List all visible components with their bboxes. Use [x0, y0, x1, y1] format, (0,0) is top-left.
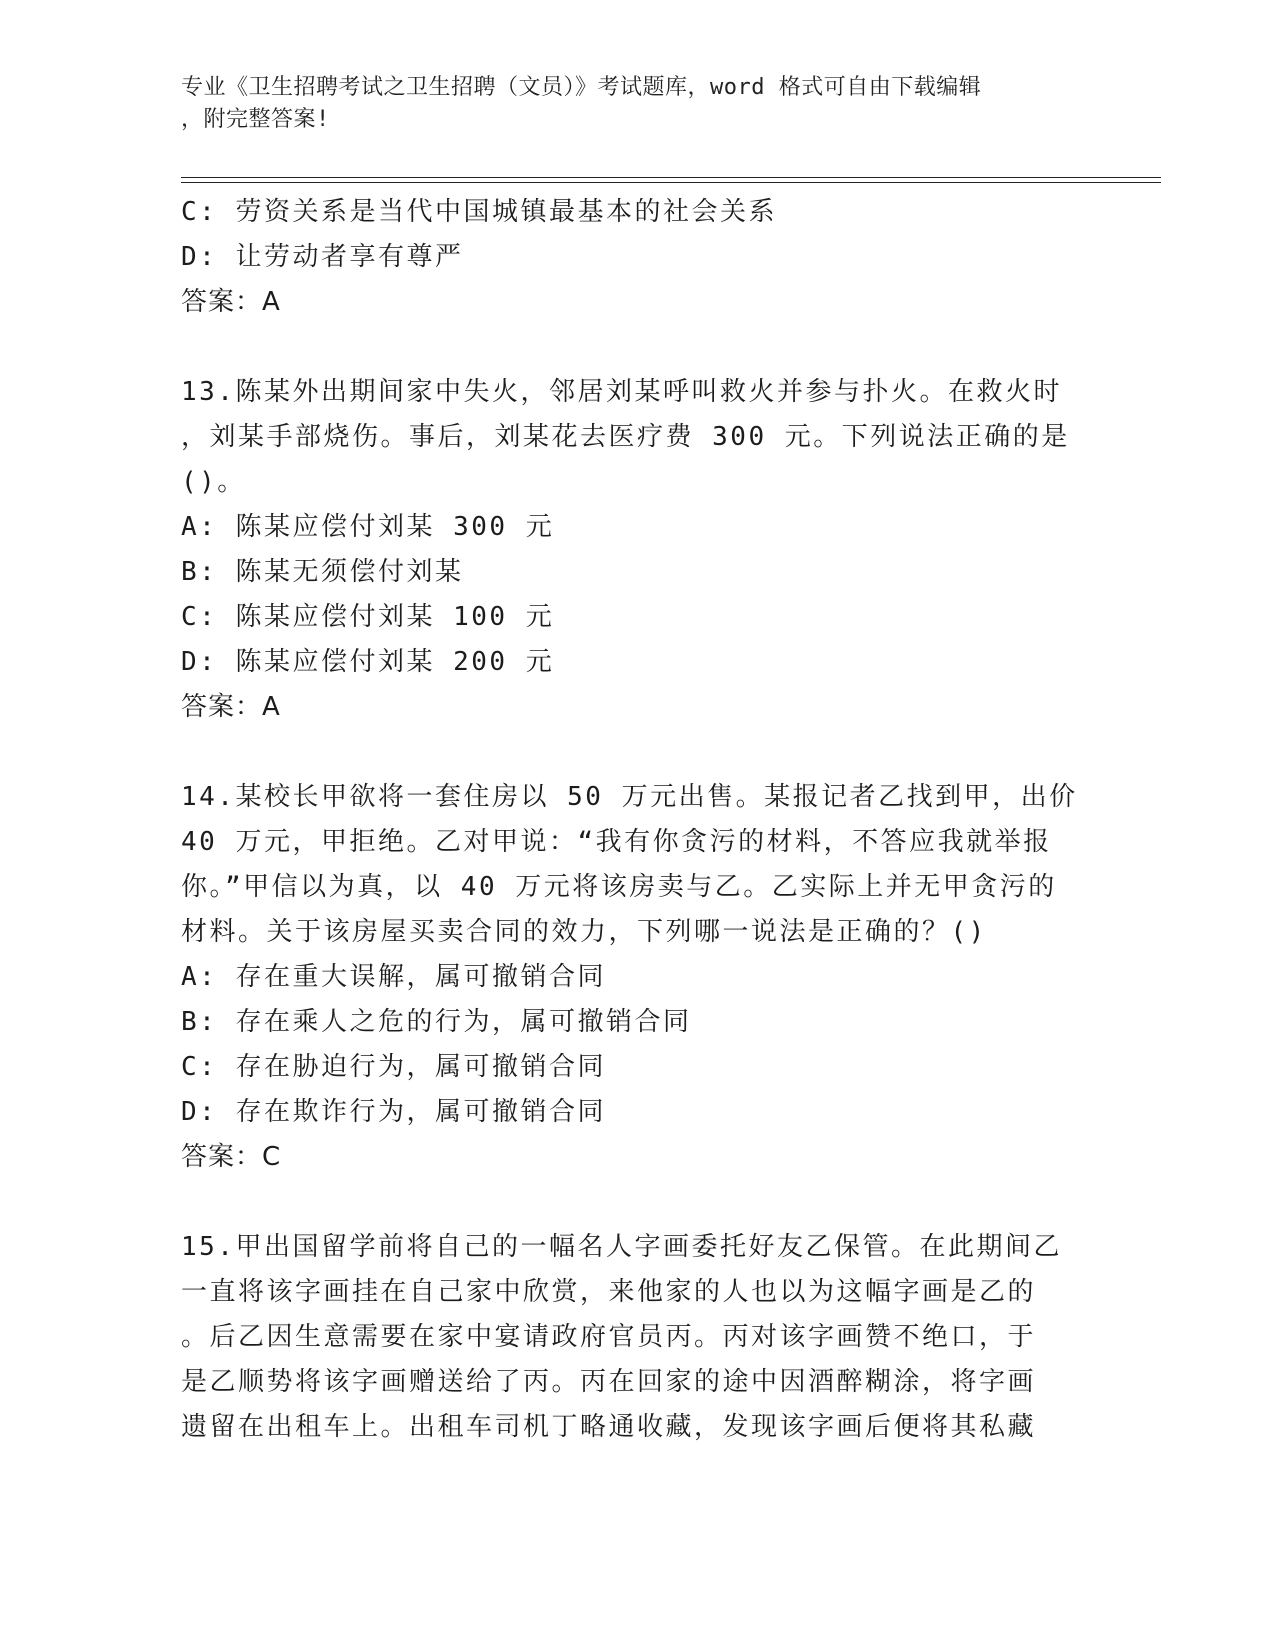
option-c: C: 劳资关系是当代中国城镇最基本的社会关系 [181, 197, 777, 227]
question-stem-line: ，刘某手部烧伤。事后，刘某花去医疗费 300 元。下列说法正确的是 [181, 422, 1070, 452]
question-15 [181, 1225, 1081, 1450]
question-stem-line: 是乙顺势将该字画赠送给了丙。丙在回家的途中因酒醉糊涂，将字画 [181, 1367, 1037, 1397]
option-d: D: 陈某应偿付刘某 200 元 [181, 647, 555, 677]
question-13 [181, 370, 1081, 730]
option-d: D: 存在欺诈行为，属可撤销合同 [181, 1097, 606, 1127]
question-stem-line: 13.陈某外出期间家中失火，邻居刘某呼叫救火并参与扑火。在救火时 [181, 377, 1062, 407]
question-14 [181, 775, 1081, 1180]
question-stem-line: 15.甲出国留学前将自己的一幅名人字画委托好友乙保管。在此期间乙 [181, 1232, 1062, 1262]
page-header [181, 72, 1111, 136]
answer-label: 答案：C [181, 1142, 282, 1172]
option-a: A: 存在重大误解，属可撤销合同 [181, 962, 606, 992]
answer-label: 答案：A [181, 692, 281, 722]
option-b: B: 存在乘人之危的行为，属可撤销合同 [181, 1007, 692, 1037]
question-stem-line: 。后乙因生意需要在家中宴请政府官员丙。丙对该字画赞不绝口，于 [181, 1322, 1037, 1352]
question-12-tail [181, 190, 1081, 325]
option-a: A: 陈某应偿付刘某 300 元 [181, 512, 555, 542]
spacer [181, 1180, 1081, 1225]
option-c: C: 存在胁迫行为，属可撤销合同 [181, 1052, 606, 1082]
option-d: D: 让劳动者享有尊严 [181, 242, 464, 272]
answer-label: 答案：A [181, 287, 281, 317]
question-stem-line: 你。”甲信以为真，以 40 万元将该房卖与乙。乙实际上并无甲贪污的 [181, 872, 1057, 902]
question-stem-line: 14.某校长甲欲将一套住房以 50 万元出售。某报记者乙找到甲，出价 [181, 782, 1078, 812]
header-title-line-2: ，附完整答案! [181, 107, 330, 132]
option-c: C: 陈某应偿付刘某 100 元 [181, 602, 555, 632]
header-rule-bottom [181, 182, 1161, 183]
question-stem-line: ()。 [181, 467, 246, 497]
option-b: B: 陈某无须偿付刘某 [181, 557, 464, 587]
spacer [181, 730, 1081, 775]
question-stem-line: 40 万元，甲拒绝。乙对甲说：“我有你贪污的材料，不答应我就举报 [181, 827, 1052, 857]
question-stem-line: 遗留在出租车上。出租车司机丁略通收藏，发现该字画后便将其私藏 [181, 1412, 1037, 1442]
spacer [181, 325, 1081, 370]
header-title-line-1: 专业《卫生招聘考试之卫生招聘（文员）》考试题库，word 格式可自由下载编辑 [181, 75, 982, 100]
question-content [181, 190, 1081, 1450]
question-stem-line: 材料。关于该房屋买卖合同的效力，下列哪一说法是正确的？() [181, 917, 987, 947]
question-stem-line: 一直将该字画挂在自己家中欣赏，来他家的人也以为这幅字画是乙的 [181, 1277, 1037, 1307]
header-rule-top [181, 177, 1161, 178]
